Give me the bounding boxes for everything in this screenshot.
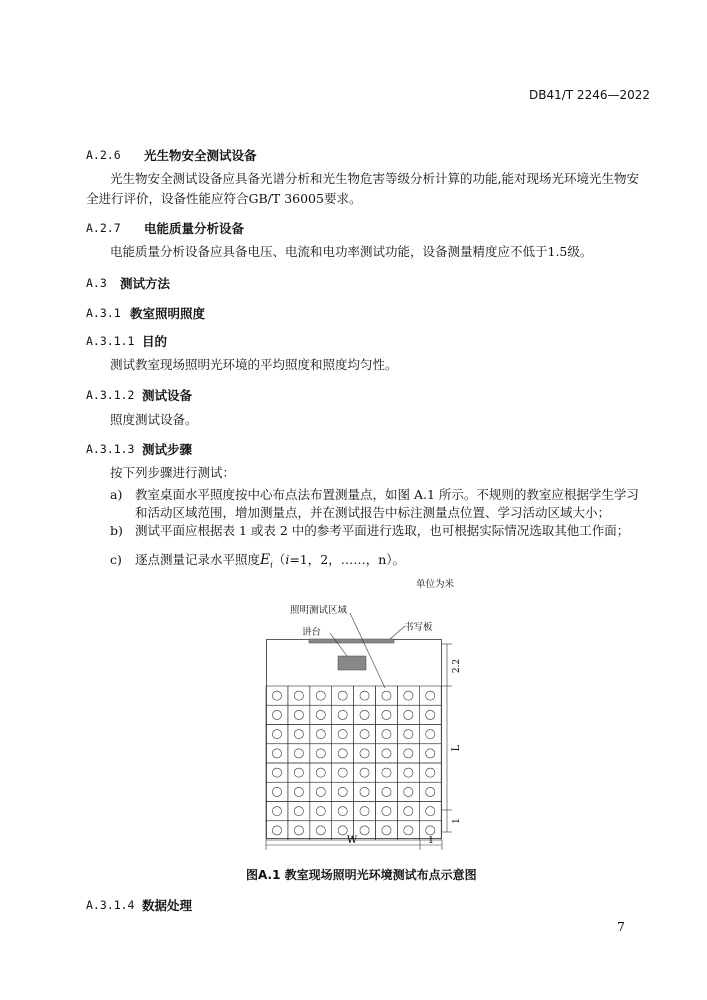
paragraph-line: 电能质量分析设备应具备电压、电流和电功率测试功能，设备测量精度应不低于1.5级。: [110, 244, 593, 259]
grid-cell: [288, 686, 310, 705]
measurement-point: [382, 691, 391, 700]
measurement-point: [360, 691, 369, 700]
measurement-point: [382, 807, 391, 816]
unit-note: 单位为米: [416, 579, 455, 590]
grid-cell: [310, 725, 332, 744]
measurement-point: [426, 710, 435, 719]
grid-cell: [376, 802, 398, 821]
measurement-point: [404, 787, 413, 796]
grid-cell: [332, 802, 354, 821]
measurement-point: [426, 768, 435, 777]
leader-line-zone: [350, 613, 385, 688]
measurement-point: [382, 787, 391, 796]
grid-cell: [354, 744, 376, 763]
measurement-point: [294, 730, 303, 739]
heading-number: A.3.1.3: [86, 442, 135, 456]
list-item-line: 逐点测量记录水平照度$E_i(i=1$，2，……，n）。: [135, 552, 406, 570]
measurement-grid: [266, 686, 441, 840]
measurement-point: [382, 749, 391, 758]
measurement-point: [316, 730, 325, 739]
writing-board: [309, 639, 394, 643]
grid-cell: [354, 725, 376, 744]
list-item-line: 测试平面应根据表 1 或表 2 中的参考平面进行选取，也可根据实际情况选取其他工作面；: [135, 523, 630, 538]
grid-cell: [332, 725, 354, 744]
grid-cell: [376, 705, 398, 724]
measurement-point: [338, 710, 347, 719]
heading-title: 测试方法: [120, 276, 171, 291]
grid-cell: [266, 744, 288, 763]
grid-cell: [332, 686, 354, 705]
grid-cell: [354, 782, 376, 801]
grid-cell: [288, 725, 310, 744]
page-number: 7: [617, 919, 625, 934]
measurement-point: [338, 730, 347, 739]
measurement-point: [316, 710, 325, 719]
grid-cell: [266, 763, 288, 782]
measurement-point: [294, 768, 303, 777]
list-item-line: 教室桌面水平照度按中心布点法布置测量点，如图 A.1 所示。不规则的教室应根据学生学习: [135, 487, 639, 502]
grid-cell: [376, 763, 398, 782]
grid-cell: [266, 821, 288, 840]
measurement-point: [360, 730, 369, 739]
measurement-point: [382, 768, 391, 777]
measurement-point: [338, 787, 347, 796]
label-test-zone: 照明测试区域: [290, 605, 348, 616]
measurement-point: [404, 691, 413, 700]
paragraph-line: 测试教室现场照明光环境的平均照度和照度均匀性。: [110, 357, 398, 372]
measurement-point: [360, 787, 369, 796]
heading-number: A.2.7: [86, 221, 121, 235]
measurement-point: [316, 768, 325, 777]
measurement-point: [316, 826, 325, 835]
leader-line-podium: [330, 633, 347, 656]
measurement-point: [272, 807, 281, 816]
heading-number: A.3.1.4: [86, 898, 135, 912]
measurement-point: [338, 691, 347, 700]
measurement-point: [426, 787, 435, 796]
measurement-point: [426, 691, 435, 700]
measurement-point: [382, 710, 391, 719]
list-marker: c): [110, 552, 122, 567]
grid-cell: [354, 705, 376, 724]
grid-cell: [310, 763, 332, 782]
grid-cell: [266, 705, 288, 724]
measurement-point: [404, 807, 413, 816]
grid-cell: [354, 686, 376, 705]
grid-cell: [397, 725, 419, 744]
grid-cell: [310, 686, 332, 705]
heading-title: 数据处理: [142, 898, 193, 913]
heading-title: 电能质量分析设备: [144, 221, 245, 236]
grid-cell: [419, 744, 441, 763]
measurement-point: [294, 826, 303, 835]
grid-cell: [397, 802, 419, 821]
grid-cell: [266, 782, 288, 801]
dim-label-W: W: [346, 835, 358, 846]
measurement-point: [338, 768, 347, 777]
measurement-point: [316, 787, 325, 796]
grid-cell: [376, 744, 398, 763]
heading-title: 目的: [142, 334, 168, 349]
paragraph-line: 全进行评价，设备性能应符合GB/T 36005要求。: [86, 191, 362, 206]
measurement-point: [360, 749, 369, 758]
measurement-point: [360, 807, 369, 816]
heading-number: A.3.1.1: [86, 334, 135, 348]
grid-cell: [310, 821, 332, 840]
measurement-point: [360, 710, 369, 719]
grid-cell: [419, 802, 441, 821]
grid-cell: [397, 705, 419, 724]
measurement-point: [294, 710, 303, 719]
grid-cell: [266, 802, 288, 821]
grid-cell: [310, 744, 332, 763]
grid-cell: [332, 705, 354, 724]
grid-cell: [288, 782, 310, 801]
label-writing-board: 书写板: [404, 622, 433, 633]
measurement-point: [338, 826, 347, 835]
measurement-point: [272, 691, 281, 700]
grid-cell: [266, 686, 288, 705]
grid-cell: [419, 686, 441, 705]
measurement-point: [382, 730, 391, 739]
measurement-point: [404, 768, 413, 777]
grid-cell: [310, 782, 332, 801]
measurement-point: [338, 807, 347, 816]
label-podium: 讲台: [302, 627, 322, 638]
dim-label-top: 2.2: [452, 658, 462, 674]
doc-id: DB41/T 2246—2022: [529, 88, 651, 102]
grid-cell: [266, 725, 288, 744]
heading-number: A.2.6: [86, 148, 121, 162]
list-marker: a): [110, 487, 123, 502]
measurement-point: [272, 710, 281, 719]
grid-cell: [397, 763, 419, 782]
test-layout-diagram: [250, 595, 470, 857]
grid-cell: [332, 782, 354, 801]
measurement-point: [272, 768, 281, 777]
heading-number: A.3.1.2: [86, 388, 135, 402]
measurement-point: [294, 749, 303, 758]
measurement-point: [294, 787, 303, 796]
measurement-point: [272, 730, 281, 739]
measurement-point: [294, 807, 303, 816]
list-marker: b): [110, 523, 123, 538]
measurement-point: [382, 826, 391, 835]
grid-cell: [376, 782, 398, 801]
measurement-point: [426, 807, 435, 816]
grid-cell: [354, 802, 376, 821]
measurement-point: [338, 749, 347, 758]
heading-title: 教室照明照度: [130, 306, 206, 321]
grid-cell: [288, 802, 310, 821]
measurement-point: [404, 710, 413, 719]
paragraph-line: 光生物安全测试设备应具备光谱分析和光生物危害等级分析计算的功能,能对现场光环境光生物安: [110, 171, 639, 186]
dim-label-L: L: [451, 744, 462, 752]
measurement-point: [272, 787, 281, 796]
grid-cell: [376, 821, 398, 840]
measurement-point: [404, 749, 413, 758]
heading-title: 光生物安全测试设备: [144, 148, 257, 163]
grid-cell: [376, 686, 398, 705]
grid-cell: [288, 744, 310, 763]
paragraph-line: 照度测试设备。: [110, 412, 198, 427]
measurement-point: [272, 749, 281, 758]
grid-cell: [288, 705, 310, 724]
measurement-point: [426, 826, 435, 835]
paragraph-line: 按下列步骤进行测试：: [110, 465, 236, 480]
measurement-point: [316, 749, 325, 758]
measurement-point: [272, 826, 281, 835]
measurement-point: [316, 807, 325, 816]
measurement-point: [426, 730, 435, 739]
dim-label-one-bottom: 1: [428, 836, 434, 846]
measurement-point: [316, 691, 325, 700]
measurement-point: [426, 749, 435, 758]
heading-title: 测试步骤: [142, 442, 193, 457]
measurement-point: [294, 691, 303, 700]
grid-cell: [310, 802, 332, 821]
grid-cell: [332, 763, 354, 782]
measurement-point: [404, 826, 413, 835]
heading-number: A.3: [86, 276, 107, 290]
heading-title: 测试设备: [142, 388, 193, 403]
grid-cell: [354, 763, 376, 782]
grid-cell: [288, 763, 310, 782]
grid-cell: [332, 744, 354, 763]
grid-cell: [310, 705, 332, 724]
grid-cell: [397, 821, 419, 840]
list-item-line: 和活动区域范围，增加测量点，并在测试报告中标注测量点位置、学习活动区域大小；: [135, 505, 611, 520]
podium: [338, 656, 366, 670]
measurement-point: [360, 826, 369, 835]
heading-number: A.3.1: [86, 306, 121, 320]
grid-cell: [397, 744, 419, 763]
measurement-point: [360, 768, 369, 777]
grid-cell: [419, 705, 441, 724]
grid-cell: [419, 725, 441, 744]
dim-label-one-right: 1: [452, 818, 462, 824]
leader-line-board: [390, 626, 405, 639]
grid-cell: [397, 782, 419, 801]
measurement-point: [404, 730, 413, 739]
grid-cell: [376, 725, 398, 744]
grid-cell: [288, 821, 310, 840]
grid-cell: [419, 782, 441, 801]
grid-cell: [397, 686, 419, 705]
grid-cell: [419, 763, 441, 782]
figure-caption: 图A.1 教室现场照明光环境测试布点示意图: [246, 868, 477, 882]
